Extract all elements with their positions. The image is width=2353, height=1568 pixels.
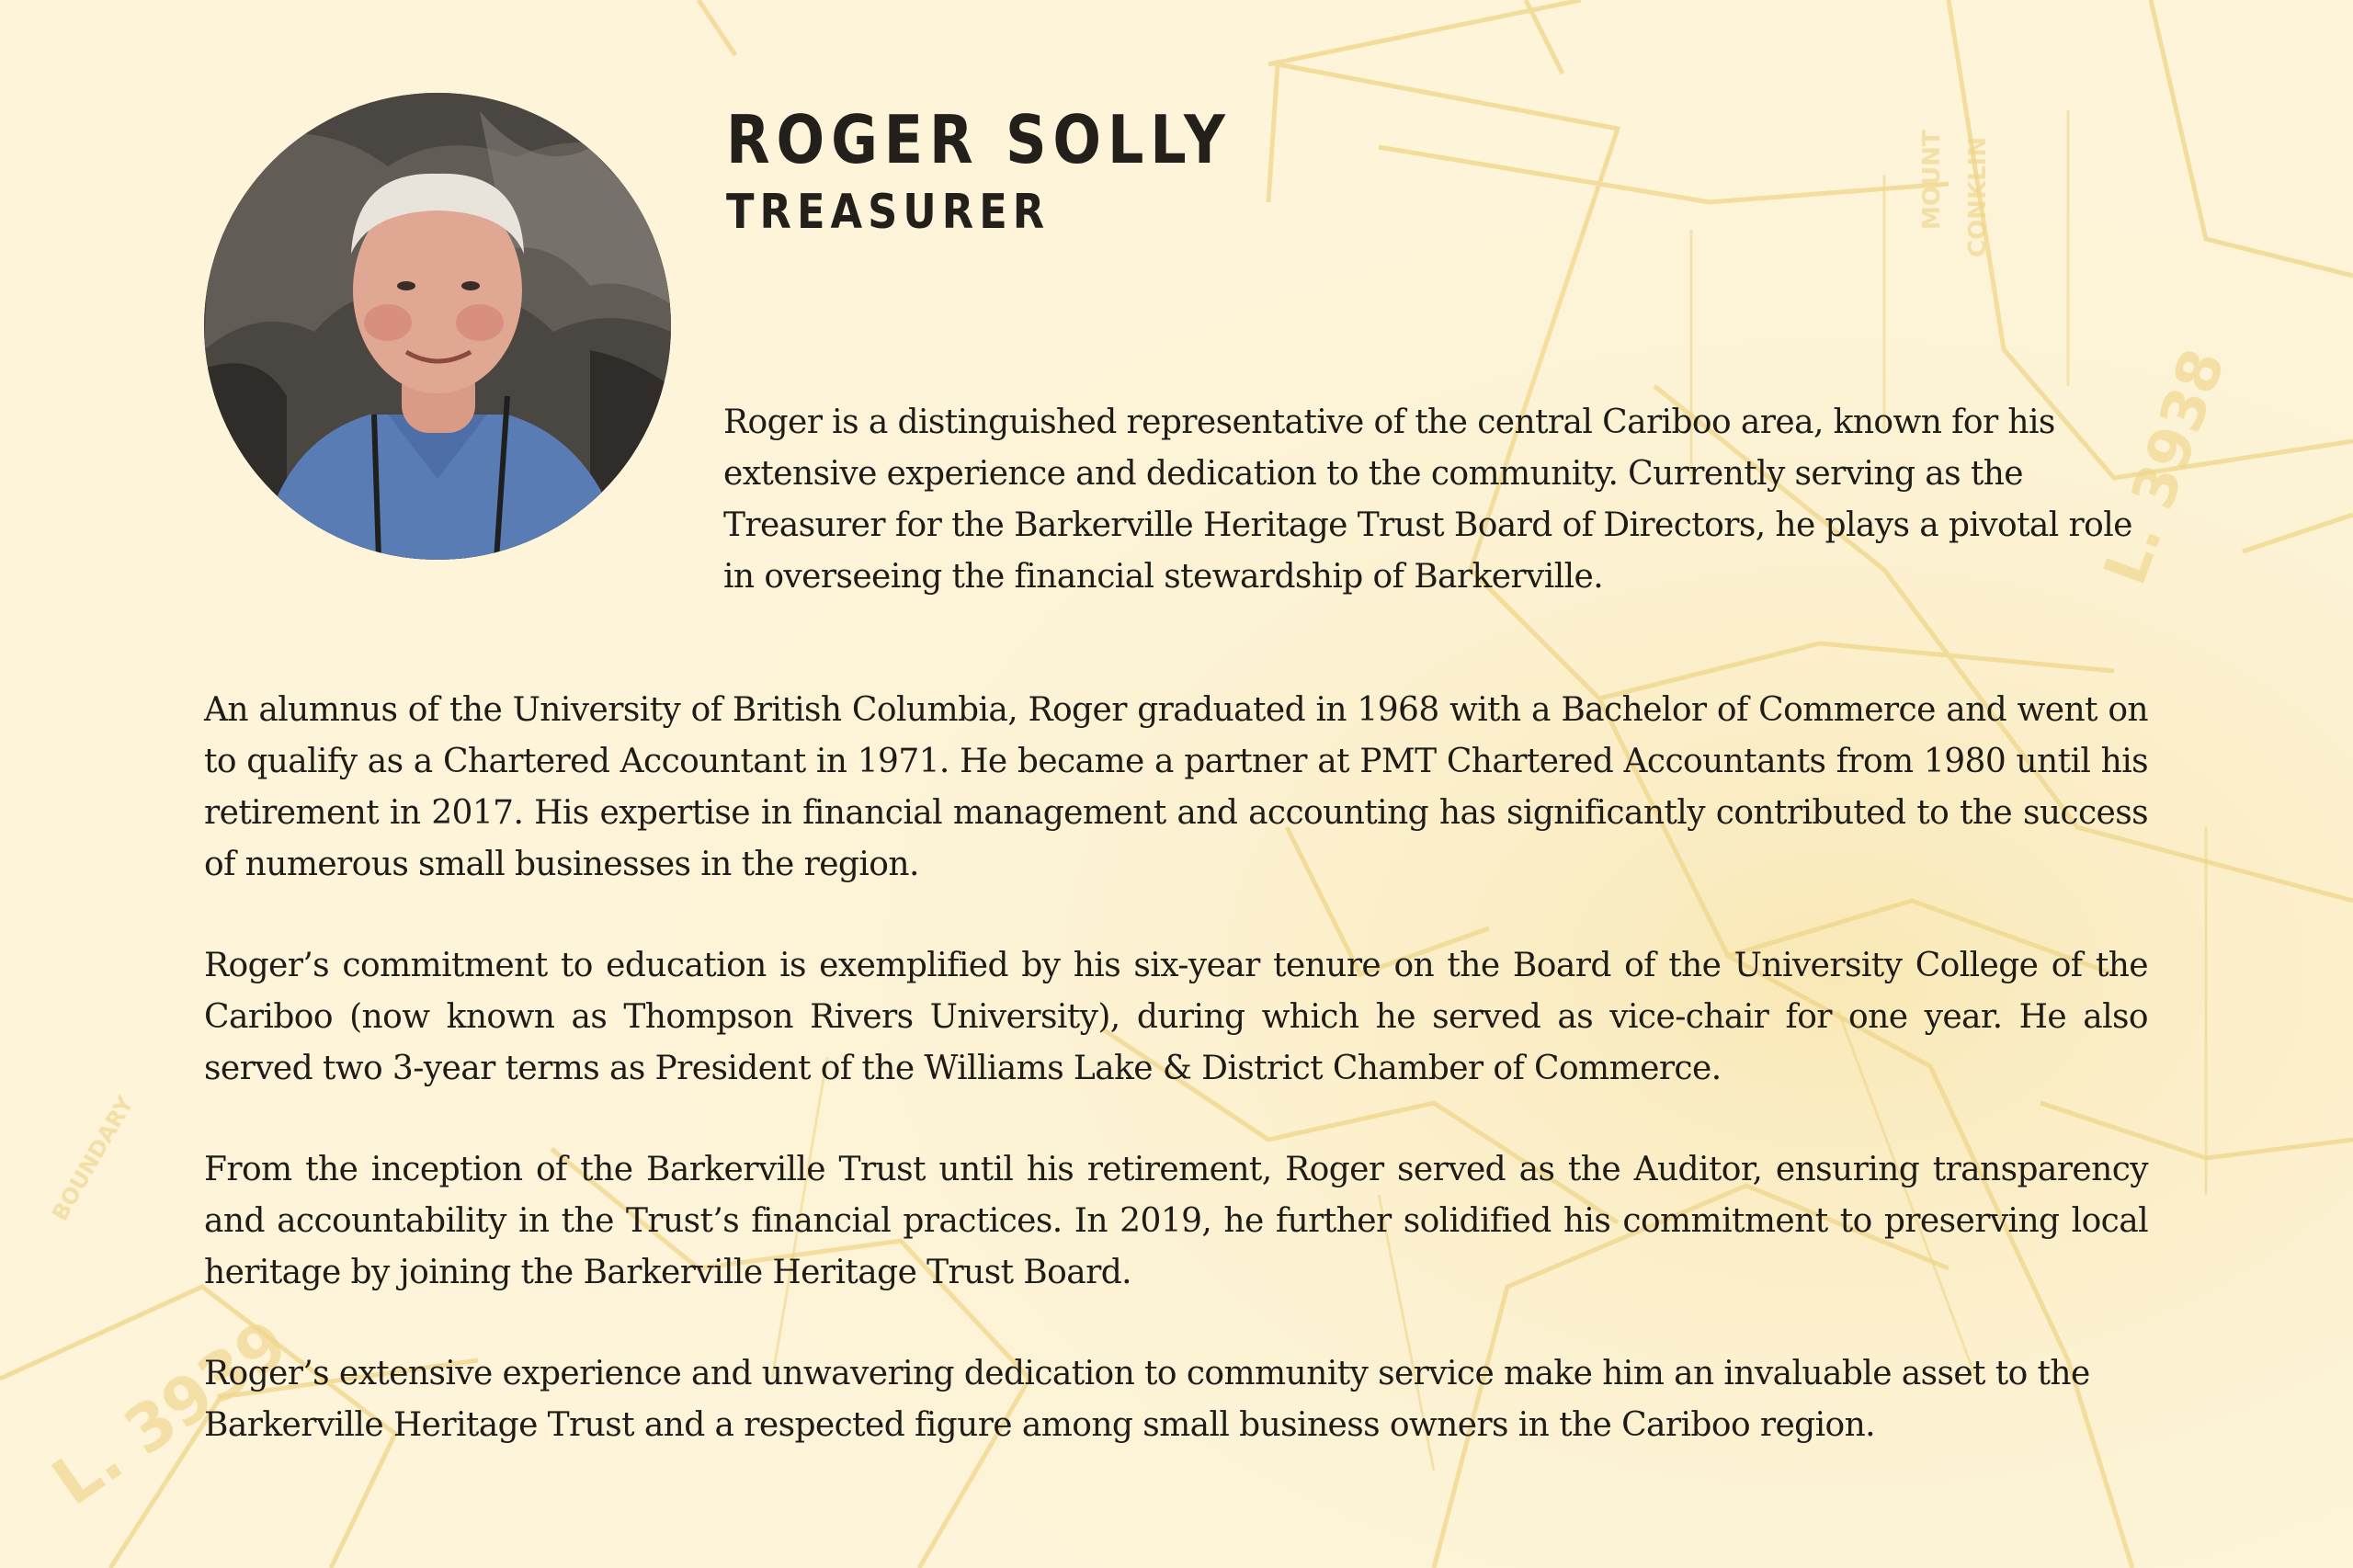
portrait-photo: [204, 93, 671, 560]
bio-paragraph-education: An alumnus of the University of British Columbia, Roger graduated in 1968 with a Bachelor of Commerce and went on to qualify as a Chartered Accountant in 1971. He became a partner at PMT Chartered Accountants from 1980 until his retirement in 2017. His expertise in financial management and accounting has significantly contributed to the success of numerous small businesses in the region.: [204, 691, 2148, 883]
svg-text:L. 3939: L. 3939: [39, 1305, 301, 1520]
svg-text:BOUNDARY: BOUNDARY: [46, 1091, 139, 1225]
bio-paragraph-auditor: From the inception of the Barkerville Trust until his retirement, Roger served as the Auditor, ensuring transparency and accountability in the Trust’s financial practices. In 2019, he further solidified his commitment to preserving local heritage by joining the Barkerville Heritage Trust Board.: [204, 1151, 2148, 1291]
svg-text:L. 3938: L. 3938: [2091, 340, 2239, 594]
person-name: ROGER SOLLY: [726, 101, 1232, 178]
bio-paragraph-summary: Roger’s extensive experience and unwavering dedication to community service make him an invaluable asset to the Barkerville Heritage Trust and a respected figure among small business owners in the Cariboo region.: [204, 1355, 2090, 1444]
person-role: TREASURER: [726, 185, 1051, 240]
svg-text:MOUNT: MOUNT: [1918, 130, 1946, 230]
bio-intro: Roger is a distinguished representative of the central Cariboo area, known for his extensive experience and dedication to the community. Currently serving as the Treasurer for the Barkerville Heritage Trust Board of Directors, he plays a pivotal role in overseeing the financial stewardship of Barkerville.: [723, 403, 2132, 596]
svg-text:CONKLIN: CONKLIN: [1964, 136, 1992, 257]
bio-paragraph-university-board: Roger’s commitment to education is exemplified by his six-year tenure on the Board of the University College of the Cariboo (now known as Thompson Rivers University), during which he served as vice-chair for one year. He also served two 3-year terms as President of the Williams Lake & District Chamber of Commerce.: [204, 947, 2148, 1087]
heading: [726, 99, 1313, 244]
